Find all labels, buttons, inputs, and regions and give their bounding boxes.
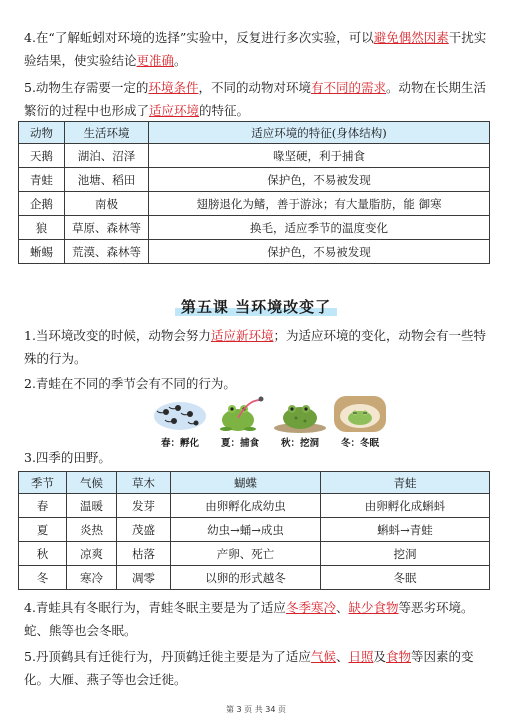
keyword: 更准确	[136, 53, 175, 68]
table-cell: 狼	[19, 216, 65, 240]
keyword: 气候	[310, 649, 336, 664]
para-4	[24, 26, 492, 72]
column-header: 生活环境	[65, 122, 149, 144]
text: 2.青蛙在不同的季节会有不同的行为。	[24, 376, 236, 391]
para-q3	[24, 446, 492, 469]
column-header: 青蛙	[321, 472, 490, 494]
animal-adaptation-table	[18, 121, 490, 264]
table-cell: 由卵孵化成蝌蚪	[321, 494, 490, 518]
table-cell: 凋零	[117, 566, 171, 590]
table-cell: 池塘、稻田	[65, 168, 149, 192]
caption-winter: 冬：冬眠	[340, 438, 379, 449]
text: 及	[373, 649, 386, 664]
lesson-title-text: 第五课 当环境改变了	[175, 298, 337, 316]
table-row	[19, 168, 490, 192]
table-row	[19, 542, 490, 566]
table-row	[19, 144, 490, 168]
column-header: 季节	[19, 472, 67, 494]
column-header: 草木	[117, 472, 171, 494]
table-cell: 冬眠	[321, 566, 490, 590]
keyword: 适应新环境	[210, 328, 274, 343]
table-cell: 夏	[19, 518, 67, 542]
keyword: 食物	[386, 649, 412, 664]
table-cell: 冬	[19, 566, 67, 590]
table-cell: 草原、森林等	[65, 216, 149, 240]
table-cell: 青蛙	[19, 168, 65, 192]
table-cell: 凉爽	[67, 542, 117, 566]
text: 。动物在长期生活繁衍的过程中也形成了	[24, 80, 486, 118]
table-cell: 保护色，不易被发现	[149, 168, 490, 192]
column-header: 适应环境的特征(身体结构)	[149, 122, 490, 144]
table-row	[19, 216, 490, 240]
keyword: 冬季寒冷	[285, 600, 336, 615]
caption-spring: 春：孵化	[160, 438, 199, 449]
frog-digging-image	[272, 394, 328, 434]
para-q4	[24, 596, 492, 642]
table-row	[19, 494, 490, 518]
column-header: 动物	[19, 122, 65, 144]
table-cell: 喙坚硬，利于捕食	[149, 144, 490, 168]
tadpoles-image	[152, 394, 208, 434]
keyword: 避免偶然因素	[373, 30, 449, 45]
text: 4.在“了解蚯蚓对环境的选择”实验中，反复进行多次实验，可以	[24, 30, 374, 45]
text: 干扰实验结果，使实验结论	[24, 30, 487, 68]
table-cell: 以卵的形式越冬	[171, 566, 321, 590]
frog-hibernating-image	[332, 394, 388, 434]
lesson-title	[0, 296, 512, 317]
text: 5.动物生存需要一定的	[24, 80, 149, 95]
caption-summer: 夏：捕食	[220, 438, 259, 449]
text: 等因素的变化。大雁、燕子等也会迁徙。	[24, 649, 474, 687]
table-cell: 由卵孵化成幼虫	[171, 494, 321, 518]
table-cell: 幼虫→蛹→成虫	[171, 518, 321, 542]
keyword: 环境条件	[148, 80, 199, 95]
text: 的特征。	[199, 103, 250, 118]
column-header: 气候	[67, 472, 117, 494]
table-header-row	[19, 122, 490, 144]
table-row	[19, 192, 490, 216]
column-header: 蝴蝶	[171, 472, 321, 494]
caption-autumn: 秋：挖洞	[280, 438, 319, 449]
frog-seasons-illustration	[152, 394, 392, 450]
frog-catching-image	[212, 394, 268, 434]
keyword: 有不同的需求	[310, 80, 386, 95]
keyword: 日照	[348, 649, 374, 664]
table-cell: 湖泊、沼泽	[65, 144, 149, 168]
table-cell: 蝌蚪→青蛙	[321, 518, 490, 542]
table-cell: 秋	[19, 542, 67, 566]
text: ；为适应环境的变化，动物会有一些特殊的行为。	[24, 328, 486, 366]
table-cell: 温暖	[67, 494, 117, 518]
keyword: 缺少食物	[348, 600, 399, 615]
table-cell: 天鹅	[19, 144, 65, 168]
text: 、	[335, 649, 349, 664]
text: 4.青蛙具有冬眠行为，青蛙冬眠主要是为了适应	[24, 600, 286, 615]
text: 、	[335, 600, 349, 615]
table-cell: 南极	[65, 192, 149, 216]
page-footer: 第 3 页 共 34 页	[226, 705, 286, 714]
table-row	[19, 518, 490, 542]
table-cell: 产卵、死亡	[171, 542, 321, 566]
text: ，不同的动物对环境	[198, 80, 311, 95]
table-cell: 枯落	[117, 542, 171, 566]
table-cell: 翅膀退化为鳍，善于游泳；有大量脂肪，能 御寒	[149, 192, 490, 216]
table-header-row	[19, 472, 490, 494]
table-cell: 茂盛	[117, 518, 171, 542]
text: 1.当环境改变的时候，动物会努力	[24, 328, 211, 343]
table-cell: 挖洞	[321, 542, 490, 566]
text: 等恶劣环境。蛇、熊等也会冬眠。	[24, 600, 474, 638]
text: 3.四季的田野。	[24, 450, 111, 465]
para-q1	[24, 324, 492, 370]
table-cell: 春	[19, 494, 67, 518]
table-cell: 寒冷	[67, 566, 117, 590]
text: 。	[174, 53, 187, 68]
table-cell: 保护色，不易被发现	[149, 240, 490, 264]
table-cell: 炎热	[67, 518, 117, 542]
table-row	[19, 240, 490, 264]
four-seasons-table	[18, 471, 490, 590]
table-cell: 荒漠、森林等	[65, 240, 149, 264]
table-cell: 发芽	[117, 494, 171, 518]
table-row	[19, 566, 490, 590]
text: 5.丹顶鹤具有迁徙行为，丹顶鹤迁徙主要是为了适应	[24, 649, 311, 664]
para-5	[24, 76, 492, 122]
keyword: 适应环境	[149, 103, 200, 118]
table-cell: 企鹅	[19, 192, 65, 216]
table-cell: 蜥蜴	[19, 240, 65, 264]
para-q2	[24, 372, 492, 395]
para-q5	[24, 645, 492, 691]
table-cell: 换毛，适应季节的温度变化	[149, 216, 490, 240]
